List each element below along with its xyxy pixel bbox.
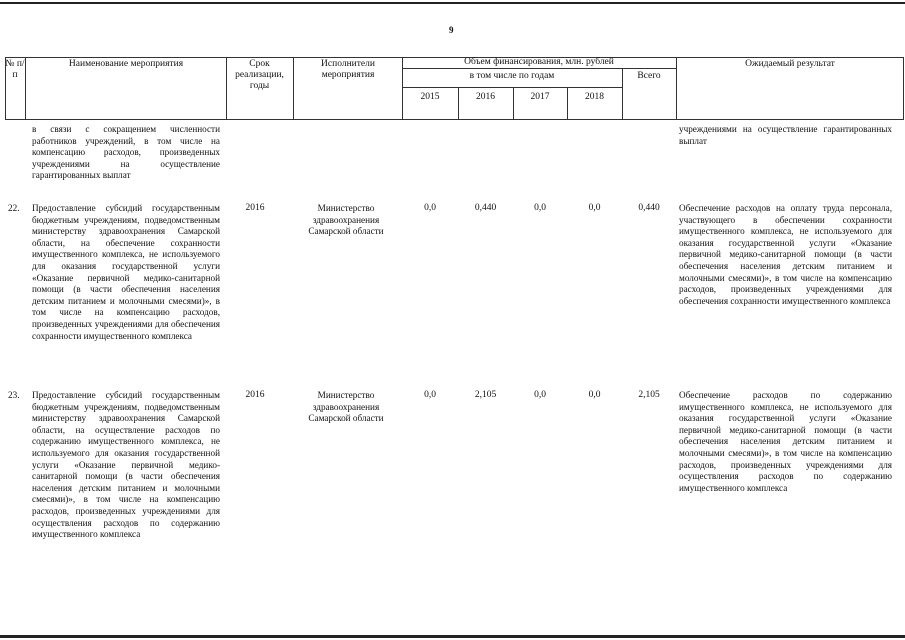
row-23-value-2018: 0,0 bbox=[588, 390, 601, 400]
header-period: Срок реализации, годы bbox=[235, 59, 284, 91]
header-result: Ожидаемый результат bbox=[745, 59, 835, 69]
row-23-value-2016: 2,105 bbox=[474, 390, 497, 400]
row-22-period: 2016 bbox=[245, 203, 265, 213]
row-22-value-2017: 0,0 bbox=[534, 203, 546, 213]
header-executors: Исполнители мероприятия bbox=[321, 59, 375, 80]
header-year-2016: 2016 bbox=[476, 92, 495, 102]
header-name: Наименование мероприятия bbox=[68, 59, 184, 69]
row-23-period: 2016 bbox=[245, 390, 265, 400]
row-22-value-2018: 0,0 bbox=[588, 203, 601, 213]
row-continued-name: в связи с сокращением численности работников учреждений, в том числе на компенсацию расходов, произведенных учреждениями на осуществление гарантированных выплат bbox=[32, 124, 220, 181]
row-23-executor: Министерство здравоохранения Самарской области bbox=[308, 390, 384, 424]
row-23-name: Предоставление субсидий государственным бюджетным учреждениям, подведомственным министерству здравоохранения Самарской области, на осуществление расходов по содержанию имущественного комплекса, не используемого для оказания государственной услуги «Оказание первичной медико-санитарной помощи (в части обеспечения населения детским питанием и молочными смесями)», в том числе на компенсацию расходов, произведенных учреждениями для осуществления расходов по содержанию имущественного комплекса bbox=[32, 390, 220, 540]
row-23-value-2015: 0,0 bbox=[424, 390, 436, 400]
header-total: Всего bbox=[637, 71, 661, 81]
row-23-number: 23. bbox=[8, 390, 20, 400]
top-border bbox=[0, 2, 905, 4]
page-number: 9 bbox=[449, 25, 454, 35]
row-22-value-2015: 0,0 bbox=[424, 203, 436, 213]
row-23-result: Обеспечение расходов по содержанию имущественного комплекса, не используемого для оказания государственной услуги «Оказание первичной медико-санитарной помощи (в части обеспечения населения детским питанием и молочными смесями)», в том числе на компенсацию расходов, произведенных учреждениями для осуществления расходов по содержанию имущественного комплекса bbox=[679, 390, 892, 493]
row-22-executor: Министерство здравоохранения Самарской области bbox=[308, 203, 384, 237]
row-22-name: Предоставление субсидий государственным бюджетным учреждениям, подведомственным министерству здравоохранения Самарской области, на обеспечение сохранности имущественного комплекса, не используемого для оказания государственной услуги «Оказание первичной медико-санитарной помощи (в части обеспечения населения детским питанием и молочными смесями)», в том числе на компенсацию расходов, произведенных учреждениями для обеспечения сохранности имущественного комплекса bbox=[32, 203, 220, 341]
row-22-total: 0,440 bbox=[638, 203, 660, 213]
header-by-years: в том числе по годам bbox=[469, 71, 555, 81]
bottom-border bbox=[0, 635, 905, 638]
row-22-value-2016: 0,440 bbox=[474, 203, 497, 213]
header-funding: Объем финансирования, млн. рублей bbox=[464, 57, 614, 67]
header-num: № п/п bbox=[5, 59, 25, 80]
row-22-result: Обеспечение расходов на оплату труда персонала, участвующего в обеспечении сохранности имущественного комплекса, не используемого для оказания государственной услуги «Оказание первичной медико-санитарной помощи (в части обеспечения населения детским питанием и молочными смесями)», в том числе на компенсацию расходов, произведенных учреждениями для обеспечения сохранности имущественного комплекса bbox=[679, 203, 892, 306]
header-year-2018: 2018 bbox=[585, 92, 604, 102]
row-22-number: 22. bbox=[8, 203, 20, 213]
row-23-total: 2,105 bbox=[638, 390, 660, 400]
table-header bbox=[5, 57, 904, 119]
row-continued-result: учреждениями на осуществление гарантированных выплат bbox=[679, 124, 892, 146]
header-year-2017: 2017 bbox=[530, 92, 550, 102]
row-23-value-2017: 0,0 bbox=[534, 390, 546, 400]
header-year-2015: 2015 bbox=[420, 92, 440, 102]
